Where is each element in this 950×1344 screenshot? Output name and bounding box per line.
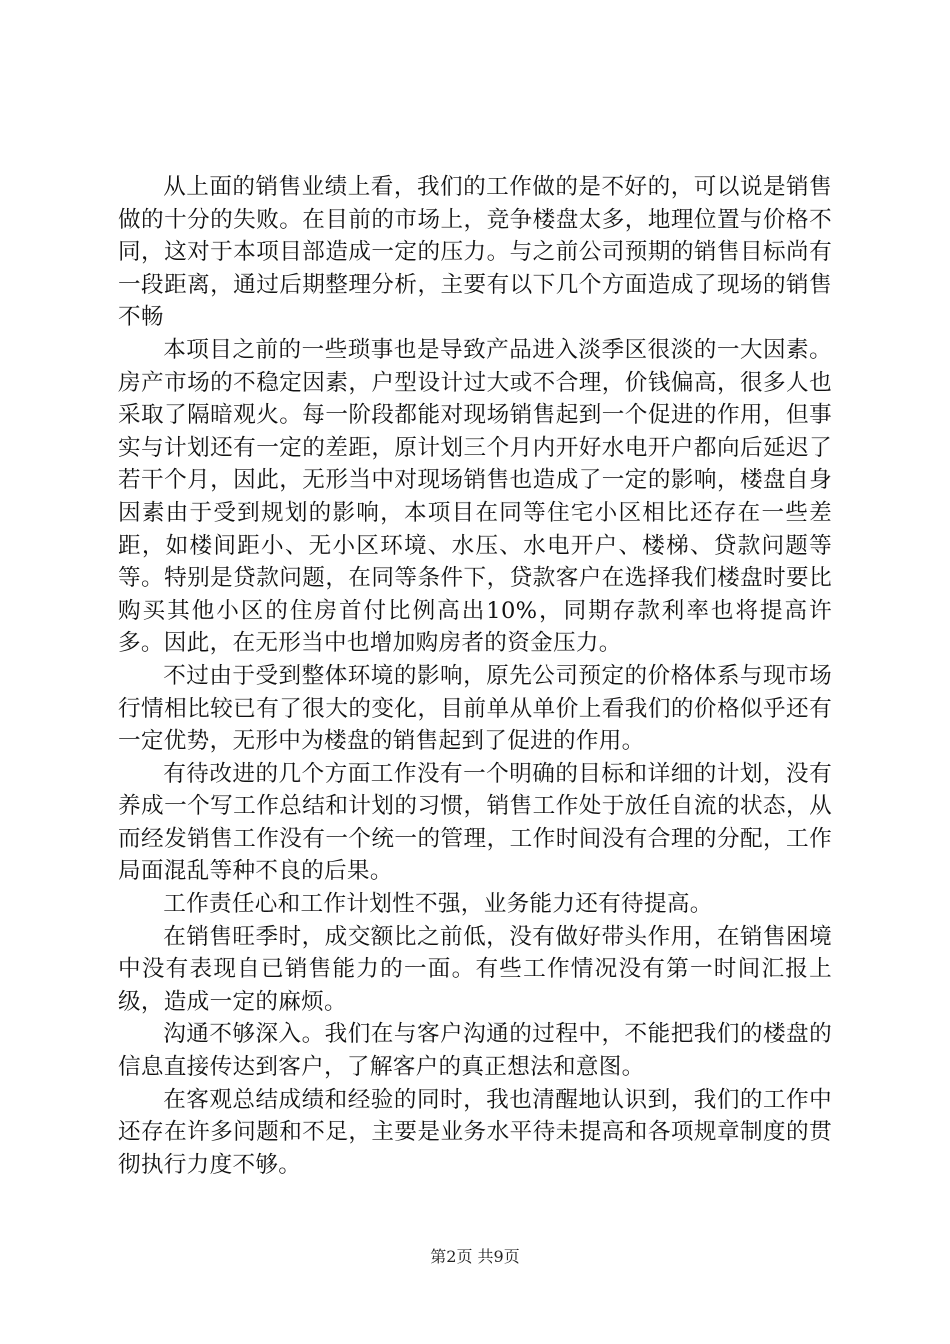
paragraph-8: 在客观总结成绩和经验的同时，我也清醒地认识到，我们的工作中还存在许多问题和不足，主要是业务水平待未提高和各项规章制度的贯彻执行力度不够。 [118,1086,832,1178]
page-footer: 第2页 共9页 [430,1247,520,1266]
paragraph-2: 本项目之前的一些琐事也是导致产品进入淡季区很淡的一大因素。房产市场的不稳定因素，户型设计过大或不合理，价钱偏高，很多人也采取了隔暗观火。每一阶段都能对现场销售起到一个促进的作用，但事实与计划还有一定的差距，原计划三个月内开好水电开户都向后延迟了若干个月，因此，无形当中对现场销售也造成了一定的影响，楼盘自身因素由于受到规划的影响，本项目在同等住宅小区相比还存在一些差距，如楼间距小、无小区环境、水压、水电开户、楼梯、贷款问题等等。特别是贷款问题，在同等条件下，贷款客户在选择我们楼盘时要比购买其他小区的住房首付比例高出10%，同期存款利率也将提高许多。因此，在无形当中也增加购房者的资金压力。 [118,336,832,657]
paragraph-6: 在销售旺季时，成交额比之前低，没有做好带头作用，在销售困境中没有表现自已销售能力的一面。有些工作情况没有第一时间汇报上级，造成一定的麻烦。 [118,923,832,1015]
paragraph-1: 从上面的销售业绩上看，我们的工作做的是不好的，可以说是销售做的十分的失败。在目前的市场上，竞争楼盘太多，地理位置与价格不同，这对于本项目部造成一定的压力。与之前公司预期的销售目标尚有一段距离，通过后期整理分析，主要有以下几个方面造成了现场的销售不畅 [118,174,832,331]
paragraph-3: 不过由于受到整体环境的影响，原先公司预定的价格体系与现市场行情相比较已有了很大的变化，目前单从单价上看我们的价格似乎还有一定优势，无形中为楼盘的销售起到了促进的作用。 [118,662,832,755]
paragraph-5: 工作责任心和工作计划性不强，业务能力还有待提高。 [163,891,713,918]
document-body [118,171,832,1181]
paragraph-7: 沟通不够深入。我们在与客户沟通的过程中，不能把我们的楼盘的信息直接传达到客户，了解客户的真正想法和意图。 [118,1021,832,1081]
paragraph-4: 有待改进的几个方面工作没有一个明确的目标和详细的计划，没有养成一个写工作总结和计划的习惯，销售工作处于放任自流的状态，从而经发销售工作没有一个统一的管理，工作时间没有合理的分配，工作局面混乱等种不良的后果。 [118,760,832,885]
